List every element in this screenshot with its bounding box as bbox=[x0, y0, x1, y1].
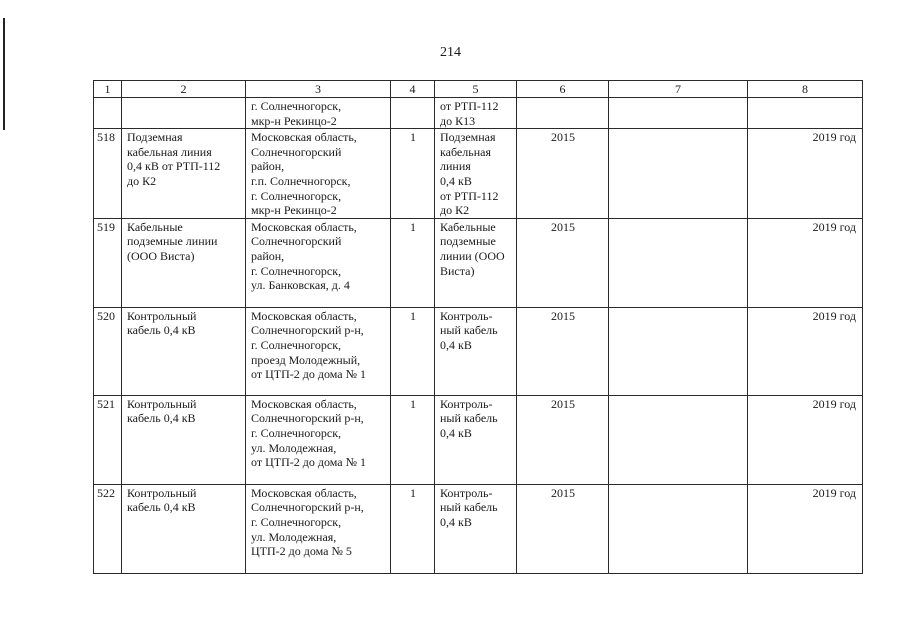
column-header: 7 bbox=[609, 81, 748, 98]
object-address: Московская область, Солнечногорский р-н, г. Солнечногорск, ул. Молодежная, ЦТП-2 до дома № 5 bbox=[246, 484, 391, 573]
table-row bbox=[94, 307, 863, 395]
object-name: Контрольный кабель 0,4 кВ bbox=[122, 395, 246, 484]
table-row bbox=[94, 98, 863, 129]
column-7-cell bbox=[609, 98, 748, 129]
register-table bbox=[93, 80, 863, 574]
object-description: Контроль- ный кабель 0,4 кВ bbox=[435, 484, 517, 573]
object-quantity bbox=[391, 98, 435, 129]
column-header: 8 bbox=[748, 81, 863, 98]
column-header: 5 bbox=[435, 81, 517, 98]
table-row bbox=[94, 395, 863, 484]
object-description: Кабельные подземные линии (ООО Виста) bbox=[435, 218, 517, 307]
column-7-cell bbox=[609, 218, 748, 307]
page-number: 214 bbox=[440, 45, 461, 60]
row-number bbox=[94, 98, 122, 129]
object-name: Кабельные подземные линии (ООО Виста) bbox=[122, 218, 246, 307]
row-number: 522 bbox=[94, 484, 122, 573]
header-row bbox=[94, 81, 863, 98]
object-name: Контрольный кабель 0,4 кВ bbox=[122, 484, 246, 573]
object-year: 2015 bbox=[517, 218, 609, 307]
object-term: 2019 год bbox=[748, 218, 863, 307]
object-year: 2015 bbox=[517, 395, 609, 484]
object-year: 2015 bbox=[517, 484, 609, 573]
row-number: 519 bbox=[94, 218, 122, 307]
column-header: 2 bbox=[122, 81, 246, 98]
object-name: Подземная кабельная линия 0,4 кВ от РТП-112 до К2 bbox=[122, 129, 246, 219]
object-term: 2019 год bbox=[748, 307, 863, 395]
column-7-cell bbox=[609, 307, 748, 395]
object-address: Московская область, Солнечногорский р-н, г. Солнечногорск, ул. Молодежная, от ЦТП-2 до дома № 1 bbox=[246, 395, 391, 484]
table-row bbox=[94, 484, 863, 573]
column-7-cell bbox=[609, 129, 748, 219]
object-address: Московская область, Солнечногорский район, г. Солнечногорск, ул. Банковская, д. 4 bbox=[246, 218, 391, 307]
object-description: Контроль- ный кабель 0,4 кВ bbox=[435, 395, 517, 484]
object-term bbox=[748, 98, 863, 129]
row-number: 518 bbox=[94, 129, 122, 219]
column-7-cell bbox=[609, 484, 748, 573]
object-year: 2015 bbox=[517, 129, 609, 219]
object-name bbox=[122, 98, 246, 129]
column-header: 4 bbox=[391, 81, 435, 98]
row-number: 520 bbox=[94, 307, 122, 395]
table-row bbox=[94, 218, 863, 307]
object-term: 2019 год bbox=[748, 395, 863, 484]
object-year bbox=[517, 98, 609, 129]
object-quantity: 1 bbox=[391, 484, 435, 573]
object-address: Московская область, Солнечногорский р-н, г. Солнечногорск, проезд Молодежный, от ЦТП-2 до дома № 1 bbox=[246, 307, 391, 395]
object-quantity: 1 bbox=[391, 129, 435, 219]
table-row bbox=[94, 129, 863, 219]
column-header: 1 bbox=[94, 81, 122, 98]
column-header: 3 bbox=[246, 81, 391, 98]
column-header: 6 bbox=[517, 81, 609, 98]
object-name: Контрольный кабель 0,4 кВ bbox=[122, 307, 246, 395]
object-description: Контроль- ный кабель 0,4 кВ bbox=[435, 307, 517, 395]
object-term: 2019 год bbox=[748, 484, 863, 573]
object-year: 2015 bbox=[517, 307, 609, 395]
scan-edge-mark bbox=[3, 18, 5, 130]
object-quantity: 1 bbox=[391, 395, 435, 484]
object-quantity: 1 bbox=[391, 218, 435, 307]
row-number: 521 bbox=[94, 395, 122, 484]
object-address: г. Солнечногорск, мкр-н Рекинцо-2 bbox=[246, 98, 391, 129]
object-term: 2019 год bbox=[748, 129, 863, 219]
object-description: Подземная кабельная линия 0,4 кВ от РТП-112 до К2 bbox=[435, 129, 517, 219]
object-description: от РТП-112 до К13 bbox=[435, 98, 517, 129]
object-address: Московская область, Солнечногорский район, г.п. Солнечногорск, г. Солнечногорск, мкр-н Рекинцо-2 bbox=[246, 129, 391, 219]
object-quantity: 1 bbox=[391, 307, 435, 395]
column-7-cell bbox=[609, 395, 748, 484]
